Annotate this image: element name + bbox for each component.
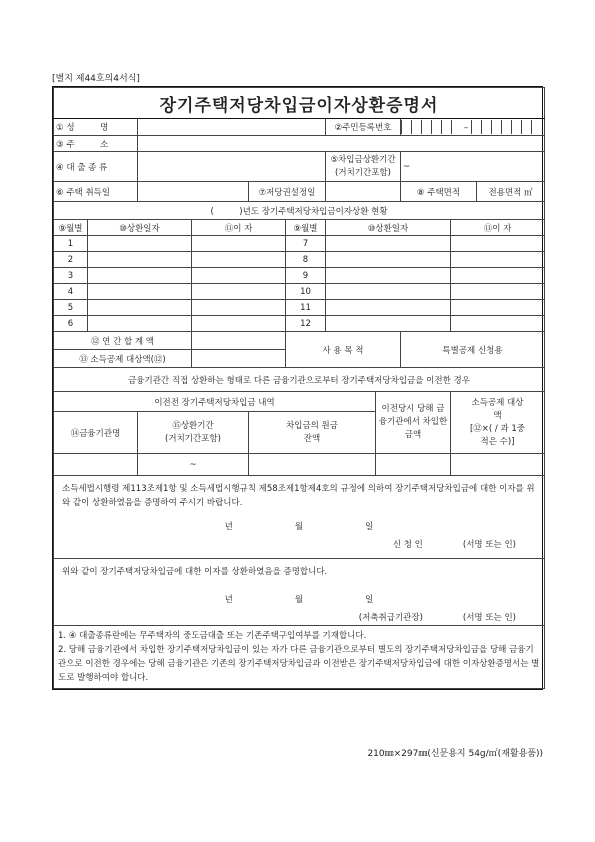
deduction-amount-label: ⑬ 소득공제 대상액(⑫) — [54, 350, 192, 368]
principal-header: 차입금의 원금 잔액 — [249, 412, 376, 454]
name-field[interactable] — [138, 119, 326, 136]
note-item: 2. 당해 금융기관에서 차입한 장기주택저당차입금이 있는 자가 다른 금융기관으로부터 별도의 장기주택저당차입금을 당해 금융기관으로 이전한 경우에는 당해 금융기관은 기존의 장기주택저당차입금과 이전받은 장기주택저당차입금에 대한 이자상환증명서는 별도로 발행하여야 합니다. — [58, 645, 540, 683]
form-table — [53, 87, 545, 689]
new-loan-header: 이전당시 당해 금 융기관에서 차입한 금액 — [376, 392, 451, 454]
resident-no-label: ②주민등록번호 — [326, 119, 401, 136]
form-number: [별지 제44호의4서식] — [52, 74, 140, 84]
request-date: 년 월 일 — [224, 522, 374, 532]
col-date-left: ⑩상환일자 — [88, 220, 192, 236]
table-row: 5 11 — [54, 300, 545, 316]
certificate-form — [52, 86, 543, 690]
col-month-left: ⑨월별 — [54, 220, 88, 236]
notes-block — [54, 626, 545, 689]
applicant-sign-field[interactable]: (서명 또는 인) — [462, 540, 516, 550]
purpose-value: 특별공제 신청용 — [401, 332, 545, 368]
address-label: ③ 주 소 — [54, 136, 138, 152]
certify-date: 년 월 일 — [224, 595, 374, 605]
exclusive-area-field[interactable]: 전용면적 ㎡ — [477, 182, 545, 202]
name-label: ① 성 명 — [54, 119, 138, 136]
deduction-amount-field[interactable] — [192, 350, 286, 368]
page-title: 장기주택저당차입금이자상환증명서 — [54, 88, 545, 119]
col-date-right: ⑩상환일자 — [326, 220, 451, 236]
mortgage-date-field[interactable] — [326, 182, 401, 202]
prev-loan-header: 이전전 장기주택저당차입금 내역 — [54, 392, 376, 412]
paper-spec: 210㎜×297㎜(신문용지 54g/㎡(재활용품)) — [367, 749, 543, 759]
table-row: 4 10 — [54, 284, 545, 300]
transfer-note: 금융기관간 직접 상환하는 형태로 다른 금융기관으로부터 장기주택저당차입금을 이전한 경우 — [54, 368, 545, 392]
house-area-label: ⑧ 주택면적 — [401, 182, 477, 202]
applicant-signature: 신 청 인 (서명 또는 인) — [392, 540, 516, 550]
request-block — [54, 476, 545, 559]
period-header: ⑮상환기간 (거치기간포함) — [138, 412, 249, 454]
col-month-right: ⑨월별 — [286, 220, 326, 236]
institution-sign-field[interactable]: (서명 또는 인) — [462, 613, 516, 623]
purpose-label: 사 용 목 적 — [286, 332, 401, 368]
deduct-field[interactable] — [451, 454, 545, 476]
table-row: 2 8 — [54, 252, 545, 268]
annual-total-field[interactable] — [192, 332, 286, 350]
period-field[interactable]: ~ — [138, 454, 249, 476]
inst-name-header: ⑭금융기관명 — [54, 412, 138, 454]
loan-type-field[interactable] — [138, 152, 326, 182]
request-text: 소득세법시행령 제113조제1항 및 소득세법시행규칙 제58조제1항제4호의 규정에 의하여 장기주택저당차입금에 대한 이자를 위와 같이 상환하였음을 증명하여 주시기 바랍니다. — [62, 484, 535, 508]
table-row: 6 12 — [54, 316, 545, 332]
institution-signature: (저축취급기관장) (서명 또는 인) — [358, 613, 516, 623]
resident-no-field[interactable]: – — [401, 119, 545, 136]
annual-total-label: ⑫ 연 간 합 계 액 — [54, 332, 192, 350]
loan-type-label: ④ 대 출 종 류 — [54, 152, 138, 182]
inst-name-field[interactable] — [54, 454, 138, 476]
table-row: 3 9 — [54, 268, 545, 284]
new-loan-field[interactable] — [376, 454, 451, 476]
address-field[interactable] — [138, 136, 545, 152]
principal-field[interactable] — [249, 454, 376, 476]
col-interest-right: ⑪이 자 — [451, 220, 545, 236]
repay-period-label: ⑤차입금상환기간 (거치기간포함) — [326, 152, 401, 182]
repay-period-field[interactable]: ~ — [401, 152, 545, 182]
certify-block — [54, 559, 545, 626]
table-row: 1 7 — [54, 236, 545, 252]
deduct-header: 소득공제 대상 액 [⑫×( / 과 1중 적은 수)] — [451, 392, 545, 454]
certify-text: 위와 같이 장기주택저당차입금에 대한 이자를 상환하였음을 증명합니다. — [62, 567, 328, 577]
status-header: ( )년도 장기주택저당차입금이자상환 현황 — [54, 202, 545, 220]
note-item: 1. ④ 대출종류란에는 무주택자의 중도금대출 또는 기존주택구입여부를 기재합니다. — [58, 631, 367, 641]
acquired-date-field[interactable] — [138, 182, 249, 202]
mortgage-date-label: ⑦저당권설정일 — [249, 182, 326, 202]
acquired-date-label: ⑥ 주택 취득일 — [54, 182, 138, 202]
col-interest-left: ⑪이 자 — [192, 220, 286, 236]
